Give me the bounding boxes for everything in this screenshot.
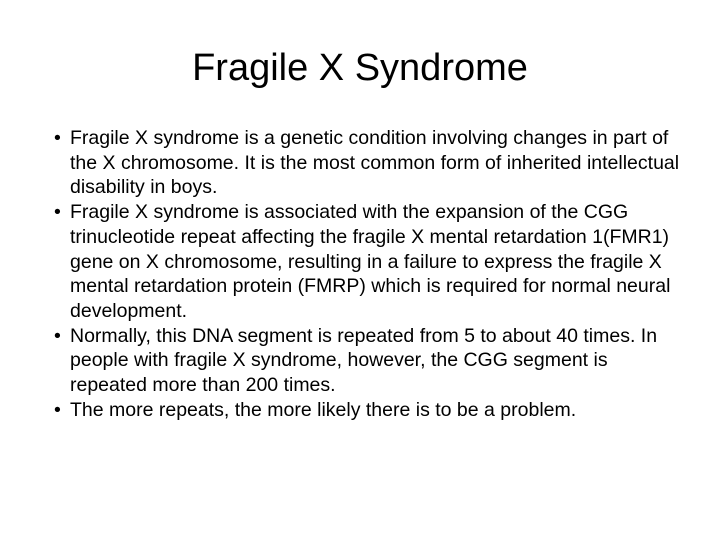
bullet-item	[54, 126, 688, 200]
bullet-text: Normally, this DNA segment is repeated from 5 to about 40 times. In people with fragile X syndrome, however, the CGG segment is repeated more than 200 times.	[70, 324, 658, 397]
bullet-text: Fragile X syndrome is a genetic condition involving changes in part of the X chromosome. It is the most common form of inherited intellectual disability in boys.	[70, 127, 680, 199]
bullet-dot-icon: •	[54, 398, 61, 421]
bullet-dot-icon: •	[54, 324, 61, 347]
bullet-item	[54, 200, 688, 324]
bullet-text: The more repeats, the more likely there is to be a problem.	[70, 398, 577, 421]
bullet-dot-icon: •	[54, 201, 61, 224]
bullet-list	[54, 126, 688, 422]
bullet-item	[54, 398, 688, 423]
slide-title: Fragile X Syndrome	[192, 47, 528, 89]
bullet-text: Fragile X syndrome is associated with the expansion of the CGG trinucleotide repeat affecting the fragile X mental retardation 1(FMR1) gene on X chromosome, resulting in a failure to express the fragile X mental retardation protein (FMRP) which is required for normal neural development.	[70, 201, 671, 322]
bullet-dot-icon: •	[54, 127, 61, 149]
bullet-item	[54, 324, 688, 398]
